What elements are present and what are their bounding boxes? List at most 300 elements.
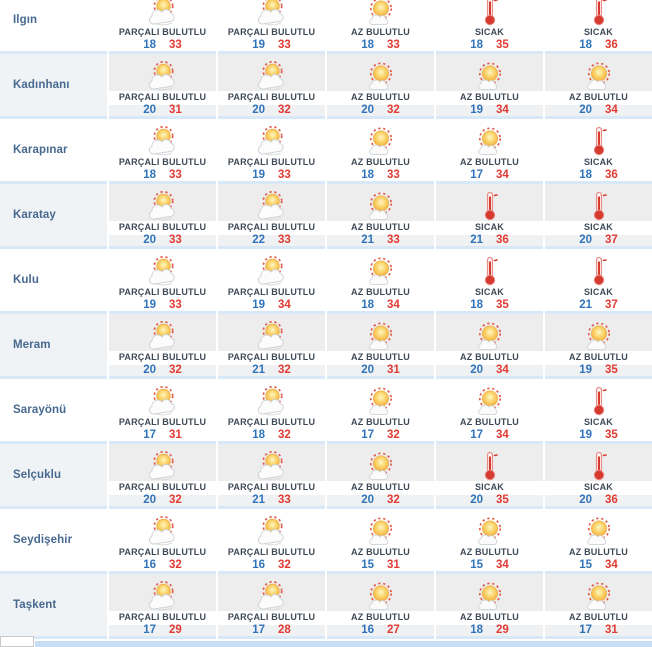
forecast-cell [545,509,652,574]
icon-band [109,54,216,91]
sun-behind-cloud-icon [146,61,180,91]
temperature-pair [436,365,543,376]
min-temp: 20 [361,364,374,376]
max-temp: 31 [387,559,400,571]
temperature-pair [109,170,216,181]
forecast-cell [436,184,543,249]
temperature-pair [109,40,216,51]
min-temp: 15 [579,559,592,571]
min-temp: 20 [579,104,592,116]
temperature-pair [327,430,434,441]
max-temp: 33 [387,234,400,246]
thermometer-icon [582,256,616,286]
condition-label: AZ BULUTLU [569,352,628,362]
sun-small-cloud-icon [364,191,398,221]
sun-behind-cloud-icon [255,321,289,351]
thermometer-icon [582,0,616,26]
temperature-pair [545,625,652,636]
temperature-pair [218,430,325,441]
max-temp: 27 [387,624,400,636]
sun-behind-cloud-icon [255,126,289,156]
max-temp: 33 [169,234,182,246]
forecast-cell [109,444,216,509]
max-temp: 32 [278,559,291,571]
min-temp: 20 [143,494,156,506]
temperature-pair [109,625,216,636]
temperature-pair [327,235,434,246]
temperature-pair [327,495,434,506]
icon-band [545,0,652,26]
temperature-pair [109,300,216,311]
temperature-pair [545,105,652,116]
max-temp: 28 [278,624,291,636]
min-temp: 20 [470,364,483,376]
sun-small-cloud-icon [364,256,398,286]
table-row [0,184,652,249]
icon-band [218,119,325,156]
temperature-pair [436,625,543,636]
thermometer-icon [582,386,616,416]
forecast-cell [109,314,216,379]
sun-small-cloud-icon [582,61,616,91]
forecast-cell [109,249,216,314]
max-temp: 36 [605,494,618,506]
forecast-cell [109,574,216,639]
icon-band [218,0,325,26]
sun-small-cloud-icon [473,516,507,546]
forecast-cell [545,574,652,639]
district-name: Selçuklu [0,444,107,509]
forecast-cell [218,0,325,54]
district-name: Karapınar [0,119,107,184]
table-row [0,509,652,574]
forecast-cell [545,119,652,184]
max-temp: 34 [496,559,509,571]
sun-small-cloud-icon [473,126,507,156]
min-temp: 19 [579,364,592,376]
forecast-cell [327,0,434,54]
min-temp: 18 [470,299,483,311]
sun-behind-cloud-icon [255,256,289,286]
temperature-pair [545,300,652,311]
forecast-cell [327,444,434,509]
min-temp: 18 [470,39,483,51]
icon-band [327,574,434,611]
max-temp: 33 [387,39,400,51]
temperature-pair [218,495,325,506]
icon-band [218,379,325,416]
min-temp: 18 [579,39,592,51]
icon-band [436,184,543,221]
forecast-cell [109,54,216,119]
min-temp: 16 [252,559,265,571]
condition-label: PARÇALI BULUTLU [227,287,316,297]
condition-label: AZ BULUTLU [351,352,410,362]
min-temp: 17 [143,624,156,636]
thermometer-icon [582,191,616,221]
max-temp: 32 [387,104,400,116]
forecast-cell [109,379,216,444]
sun-behind-cloud-icon [255,191,289,221]
icon-band [436,54,543,91]
condition-label: SICAK [583,222,613,232]
sun-behind-cloud-icon [146,191,180,221]
thermometer-icon [473,0,507,26]
thermometer-icon [473,191,507,221]
condition-label: PARÇALI BULUTLU [118,482,207,492]
scrollbar-corner-box[interactable] [0,636,34,647]
min-temp: 17 [470,429,483,441]
thermometer-icon [582,126,616,156]
min-temp: 18 [361,299,374,311]
temperature-pair [436,560,543,571]
icon-band [218,314,325,351]
condition-label: AZ BULUTLU [351,417,410,427]
icon-band [436,119,543,156]
condition-label: PARÇALI BULUTLU [118,157,207,167]
max-temp: 32 [278,364,291,376]
sun-small-cloud-icon [364,451,398,481]
min-temp: 21 [470,234,483,246]
table-row [0,444,652,509]
min-temp: 17 [361,429,374,441]
icon-band [327,54,434,91]
temperature-pair [545,235,652,246]
min-temp: 18 [143,39,156,51]
sun-behind-cloud-icon [255,386,289,416]
max-temp: 35 [605,364,618,376]
icon-band [109,444,216,481]
max-temp: 33 [278,39,291,51]
max-temp: 32 [387,429,400,441]
temperature-pair [218,105,325,116]
temperature-pair [545,430,652,441]
forecast-cell [327,379,434,444]
temperature-pair [327,365,434,376]
temperature-pair [327,625,434,636]
max-temp: 33 [169,299,182,311]
condition-label: AZ BULUTLU [351,157,410,167]
min-temp: 19 [143,299,156,311]
district-name: Karatay [0,184,107,249]
max-temp: 35 [605,429,618,441]
table-row [0,119,652,184]
table-row [0,379,652,444]
min-temp: 20 [470,494,483,506]
district-name: Ilgın [0,0,107,54]
condition-label: AZ BULUTLU [569,612,628,622]
temperature-pair [436,235,543,246]
condition-label: AZ BULUTLU [460,92,519,102]
min-temp: 17 [470,169,483,181]
max-temp: 34 [387,299,400,311]
condition-label: PARÇALI BULUTLU [227,417,316,427]
icon-band [436,379,543,416]
table-row [0,574,652,639]
max-temp: 32 [169,559,182,571]
max-temp: 34 [605,559,618,571]
forecast-cell [109,184,216,249]
sun-behind-cloud-icon [146,451,180,481]
icon-band [218,444,325,481]
forecast-cell [327,314,434,379]
forecast-cell [436,314,543,379]
min-temp: 20 [361,494,374,506]
icon-band [436,444,543,481]
max-temp: 33 [278,169,291,181]
forecast-cell [545,0,652,54]
sun-small-cloud-icon [582,321,616,351]
temperature-pair [218,40,325,51]
forecast-cell [109,119,216,184]
forecast-cell [218,574,325,639]
icon-band [218,249,325,286]
condition-label: PARÇALI BULUTLU [227,157,316,167]
sun-small-cloud-icon [473,386,507,416]
condition-label: AZ BULUTLU [351,92,410,102]
max-temp: 33 [278,234,291,246]
icon-band [545,574,652,611]
temperature-pair [218,170,325,181]
icon-band [436,249,543,286]
min-temp: 20 [579,494,592,506]
forecast-cell [545,54,652,119]
max-temp: 34 [496,169,509,181]
thermometer-icon [473,256,507,286]
icon-band [545,119,652,156]
temperature-pair [436,40,543,51]
sun-small-cloud-icon [364,126,398,156]
icon-band [218,509,325,546]
district-name: Kulu [0,249,107,314]
min-temp: 19 [470,104,483,116]
condition-label: AZ BULUTLU [351,27,410,37]
max-temp: 33 [169,169,182,181]
min-temp: 20 [143,364,156,376]
condition-label: AZ BULUTLU [351,222,410,232]
max-temp: 32 [169,364,182,376]
icon-band [109,184,216,221]
icon-band [545,379,652,416]
temperature-pair [109,495,216,506]
thermometer-icon [473,451,507,481]
icon-band [109,119,216,156]
min-temp: 20 [361,104,374,116]
min-temp: 21 [252,494,265,506]
forecast-cell [218,184,325,249]
sun-small-cloud-icon [582,516,616,546]
min-temp: 17 [143,429,156,441]
temperature-pair [218,365,325,376]
max-temp: 32 [278,429,291,441]
condition-label: AZ BULUTLU [460,352,519,362]
condition-label: PARÇALI BULUTLU [227,612,316,622]
sun-small-cloud-icon [364,321,398,351]
forecast-cell [218,314,325,379]
temperature-pair [218,560,325,571]
sun-small-cloud-icon [473,321,507,351]
max-temp: 29 [169,624,182,636]
max-temp: 31 [169,429,182,441]
thermometer-icon [582,451,616,481]
condition-label: AZ BULUTLU [460,612,519,622]
condition-label: AZ BULUTLU [569,92,628,102]
max-temp: 37 [605,234,618,246]
min-temp: 21 [579,299,592,311]
min-temp: 15 [361,559,374,571]
temperature-pair [109,560,216,571]
condition-label: AZ BULUTLU [351,547,410,557]
district-name: Meram [0,314,107,379]
forecast-cell [436,444,543,509]
min-temp: 18 [470,624,483,636]
temperature-pair [109,105,216,116]
max-temp: 33 [278,494,291,506]
condition-label: SICAK [474,27,504,37]
sun-behind-cloud-icon [146,126,180,156]
icon-band [327,0,434,26]
icon-band [109,379,216,416]
condition-label: AZ BULUTLU [351,287,410,297]
condition-label: PARÇALI BULUTLU [227,482,316,492]
condition-label: AZ BULUTLU [460,417,519,427]
forecast-cell [218,444,325,509]
forecast-cell [327,574,434,639]
icon-band [545,184,652,221]
forecast-cell [218,119,325,184]
forecast-cell [218,379,325,444]
condition-label: PARÇALI BULUTLU [227,27,316,37]
forecast-cell [436,379,543,444]
max-temp: 36 [496,234,509,246]
max-temp: 32 [169,494,182,506]
temperature-pair [436,170,543,181]
icon-band [218,184,325,221]
max-temp: 34 [605,104,618,116]
min-temp: 20 [143,104,156,116]
max-temp: 34 [496,364,509,376]
forecast-cell [327,119,434,184]
forecast-cell [327,54,434,119]
sun-small-cloud-icon [364,61,398,91]
sun-behind-cloud-icon [255,451,289,481]
forecast-cell [545,314,652,379]
temperature-pair [327,105,434,116]
min-temp: 20 [252,104,265,116]
max-temp: 32 [278,104,291,116]
max-temp: 34 [496,429,509,441]
sun-small-cloud-icon [364,386,398,416]
sun-behind-cloud-icon [255,0,289,26]
forecast-cell [218,509,325,574]
temperature-pair [436,300,543,311]
icon-band [218,574,325,611]
min-temp: 18 [579,169,592,181]
condition-label: SICAK [583,157,613,167]
max-temp: 31 [605,624,618,636]
max-temp: 35 [496,494,509,506]
max-temp: 31 [169,104,182,116]
icon-band [109,574,216,611]
forecast-cell [327,249,434,314]
max-temp: 36 [605,39,618,51]
sun-behind-cloud-icon [146,386,180,416]
temperature-pair [109,235,216,246]
sun-behind-cloud-icon [255,581,289,611]
max-temp: 33 [169,39,182,51]
table-row [0,54,652,119]
forecast-cell [436,0,543,54]
condition-label: AZ BULUTLU [460,157,519,167]
condition-label: PARÇALI BULUTLU [118,92,207,102]
icon-band [436,314,543,351]
condition-label: AZ BULUTLU [460,547,519,557]
icon-band [109,509,216,546]
icon-band [545,509,652,546]
max-temp: 37 [605,299,618,311]
temperature-pair [436,105,543,116]
temperature-pair [545,170,652,181]
forecast-cell [327,184,434,249]
district-name: Seydişehir [0,509,107,574]
temperature-pair [545,495,652,506]
condition-label: AZ BULUTLU [569,547,628,557]
icon-band [327,444,434,481]
temperature-pair [109,365,216,376]
min-temp: 17 [579,624,592,636]
forecast-cell [545,379,652,444]
sun-small-cloud-icon [473,61,507,91]
max-temp: 34 [496,104,509,116]
table-row [0,314,652,379]
icon-band [545,314,652,351]
temperature-pair [327,560,434,571]
forecast-cell [436,574,543,639]
temperature-pair [327,300,434,311]
condition-label: PARÇALI BULUTLU [227,352,316,362]
forecast-cell [436,119,543,184]
max-temp: 31 [387,364,400,376]
icon-band [109,0,216,26]
condition-label: SICAK [474,287,504,297]
min-temp: 18 [252,429,265,441]
temperature-pair [109,430,216,441]
condition-label: SICAK [474,222,504,232]
bottom-scroll-bar[interactable] [35,641,652,647]
sun-behind-cloud-icon [146,256,180,286]
min-temp: 19 [252,39,265,51]
forecast-cell [109,0,216,54]
min-temp: 21 [361,234,374,246]
min-temp: 18 [361,39,374,51]
icon-band [436,509,543,546]
district-name: Kadınhanı [0,54,107,119]
max-temp: 29 [496,624,509,636]
max-temp: 35 [496,299,509,311]
condition-label: PARÇALI BULUTLU [227,547,316,557]
min-temp: 21 [252,364,265,376]
forecast-cell [545,444,652,509]
forecast-cell [436,54,543,119]
district-name: Sarayönü [0,379,107,444]
condition-label: PARÇALI BULUTLU [118,27,207,37]
condition-label: PARÇALI BULUTLU [227,222,316,232]
condition-label: SICAK [583,27,613,37]
temperature-pair [545,40,652,51]
temperature-pair [327,170,434,181]
temperature-pair [218,235,325,246]
condition-label: SICAK [583,417,613,427]
